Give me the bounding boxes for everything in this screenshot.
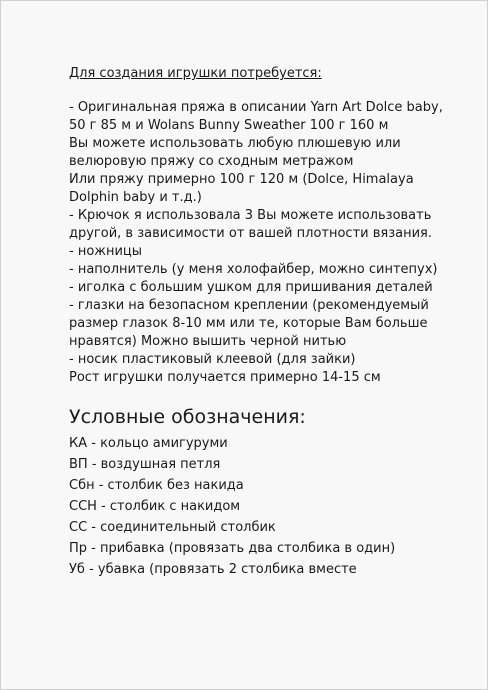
requirements-line: - глазки на безопасном креплении (рекомендуемый (69, 298, 429, 313)
legend-item: ВП - воздушная петля (69, 457, 221, 472)
requirements-line: велюровую пряжу со сходным метражом (69, 154, 354, 169)
requirements-line: - ножницы (69, 244, 143, 259)
requirements-line: - наполнитель (у меня холофайбер, можно синтепух) (69, 262, 438, 277)
requirements-line: Или пряжу примерно 100 г 120 м (Dolce, Himalaya (69, 172, 414, 187)
page-content (69, 65, 469, 580)
legend-item: ССН - столбик с накидом (69, 499, 241, 514)
requirements-line: - Оригинальная пряжа в описании Yarn Art Dolce baby, (69, 100, 443, 115)
legend-list (69, 433, 469, 580)
legend-item: КА - кольцо амигуруми (69, 436, 228, 451)
legend-heading: Условные обозначения: (69, 406, 306, 428)
requirements-line: нравятся) Можно вышить черной нитью (69, 334, 347, 349)
legend-item: СС - соединительный столбик (69, 520, 276, 535)
requirements-list (69, 99, 469, 387)
requirements-line: 50 г 85 м и Wolans Bunny Sweather 100 г 160 м (69, 118, 389, 133)
legend-item: Сбн - столбик без накида (69, 478, 244, 493)
legend-item: Пр - прибавка (провязать два столбика в один) (69, 541, 396, 556)
legend-item: Уб - убавка (провязать 2 столбика вместе (69, 562, 357, 577)
requirements-heading: Для создания игрушки потребуется: (69, 66, 322, 81)
requirements-line: - иголка с большим ушком для пришивания деталей (69, 280, 433, 295)
requirements-line: - носик пластиковый клеевой (для зайки) (69, 352, 356, 367)
requirements-line: - Крючок я использовала 3 Вы можете использовать (69, 208, 432, 223)
requirements-line: Dolphin baby и т.д.) (69, 190, 202, 205)
requirements-line: другой, в зависимости от вашей плотности вязания. (69, 226, 432, 241)
requirements-line: Вы можете использовать любую плюшевую или (69, 136, 401, 151)
requirements-line: Рост игрушки получается примерно 14-15 см (69, 370, 381, 385)
requirements-line: размер глазок 8-10 мм или те, которые Вам больше (69, 316, 428, 331)
